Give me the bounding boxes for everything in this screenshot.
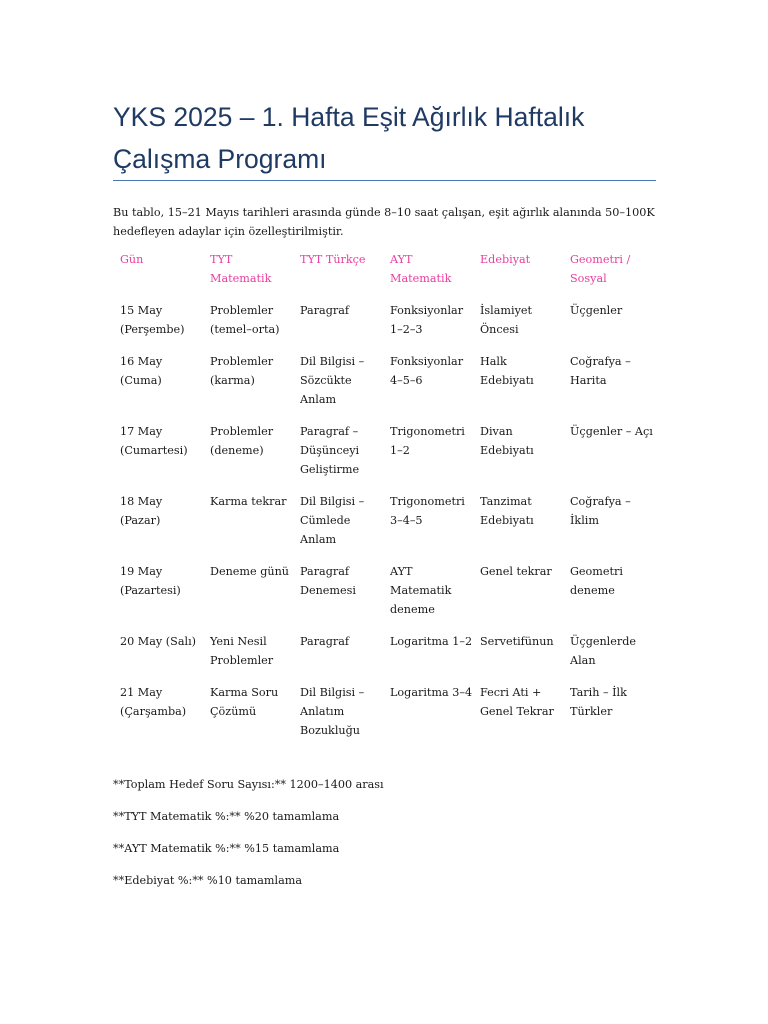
table-cell: Divan Edebiyatı: [480, 425, 534, 457]
header-geometry-social: Geometri / Sosyal: [570, 253, 631, 285]
table-cell: Coğrafya – İklim: [570, 495, 631, 527]
table-cell: 19 May (Pazartesi): [120, 565, 181, 597]
summary-notes: [113, 775, 384, 903]
table-cell: Yeni Nesil Problemler: [210, 635, 274, 667]
table-cell: Paragraf: [300, 635, 350, 648]
table-row: [113, 632, 653, 683]
header-literature: Edebiyat: [480, 253, 531, 266]
table-cell: Problemler (karma): [210, 355, 274, 387]
note-ayt-math: **AYT Matematik %:** %15 tamamlama: [113, 842, 340, 855]
table-cell: Genel tekrar: [480, 565, 552, 578]
table-cell: Halk Edebiyatı: [480, 355, 534, 387]
title-divider: [113, 180, 656, 181]
table-row: [113, 422, 653, 492]
note-total-questions: **Toplam Hedef Soru Sayısı:** 1200–1400 arası: [113, 778, 384, 791]
table-cell: Geometri deneme: [570, 565, 623, 597]
table-cell: 18 May (Pazar): [120, 495, 163, 527]
table-cell: Karma Soru Çözümü: [210, 686, 279, 718]
header-tyt-math: TYT Matematik: [210, 253, 272, 285]
table-cell: Paragraf – Düşünceyi Geliştirme: [300, 425, 360, 476]
table-cell: Dil Bilgisi – Anlatım Bozukluğu: [300, 686, 365, 737]
table-cell: Paragraf: [300, 304, 350, 317]
table-row: [113, 562, 653, 632]
header-tyt-turkish: TYT Türkçe: [300, 253, 366, 266]
table-cell: Üçgenler: [570, 304, 623, 317]
intro-paragraph: Bu tablo, 15–21 Mayıs tarihleri arasında günde 8–10 saat çalışan, eşit ağırlık alanında 50–100K hedefleyen adaylar için özelleştirilmiştir.: [113, 206, 655, 238]
table-cell: Trigonometri 3–4–5: [390, 495, 465, 527]
table-cell: 15 May (Perşembe): [120, 304, 185, 336]
table-cell: Fecri Ati + Genel Tekrar: [480, 686, 554, 718]
table-cell: Karma tekrar: [210, 495, 287, 508]
table-cell: Üçgenler – Açı: [570, 425, 653, 438]
table-cell: Problemler (temel–orta): [210, 304, 280, 336]
table-row: [113, 301, 653, 352]
table-cell: 20 May (Salı): [120, 635, 197, 648]
table-cell: Dil Bilgisi – Cümlede Anlam: [300, 495, 365, 546]
table-row: [113, 683, 653, 753]
header-ayt-math: AYT Matematik: [390, 253, 452, 285]
table-cell: Tarih – İlk Türkler: [570, 686, 627, 718]
note-tyt-math: **TYT Matematik %:** %20 tamamlama: [113, 810, 340, 823]
table-cell: Trigonometri 1–2: [390, 425, 465, 457]
table-row: [113, 492, 653, 562]
table-header-row: [113, 250, 653, 301]
table-cell: Tanzimat Edebiyatı: [480, 495, 534, 527]
note-literature: **Edebiyat %:** %10 tamamlama: [113, 874, 303, 887]
table-cell: Logaritma 3–4: [390, 686, 473, 699]
schedule-table: [113, 250, 653, 753]
table-cell: AYT Matematik deneme: [390, 565, 452, 616]
table-cell: Logaritma 1–2: [390, 635, 473, 648]
table-row: [113, 352, 653, 422]
page-title: YKS 2025 – 1. Hafta Eşit Ağırlık Haftalık Çalışma Programı: [113, 102, 585, 174]
table-cell: Fonksiyonlar 4–5–6: [390, 355, 464, 387]
table-cell: Deneme günü: [210, 565, 289, 578]
table-cell: Paragraf Denemesi: [300, 565, 356, 597]
header-day: Gün: [120, 253, 144, 266]
table-cell: Servetifünun: [480, 635, 554, 648]
table-cell: Üçgenlerde Alan: [570, 635, 637, 667]
table-cell: Problemler (deneme): [210, 425, 274, 457]
table-cell: İslamiyet Öncesi: [480, 304, 533, 336]
table-cell: 21 May (Çarşamba): [120, 686, 187, 718]
table-cell: Dil Bilgisi – Sözcükte Anlam: [300, 355, 365, 406]
table-cell: 17 May (Cumartesi): [120, 425, 188, 457]
table-cell: 16 May (Cuma): [120, 355, 163, 387]
table-cell: Coğrafya – Harita: [570, 355, 631, 387]
table-cell: Fonksiyonlar 1–2–3: [390, 304, 464, 336]
